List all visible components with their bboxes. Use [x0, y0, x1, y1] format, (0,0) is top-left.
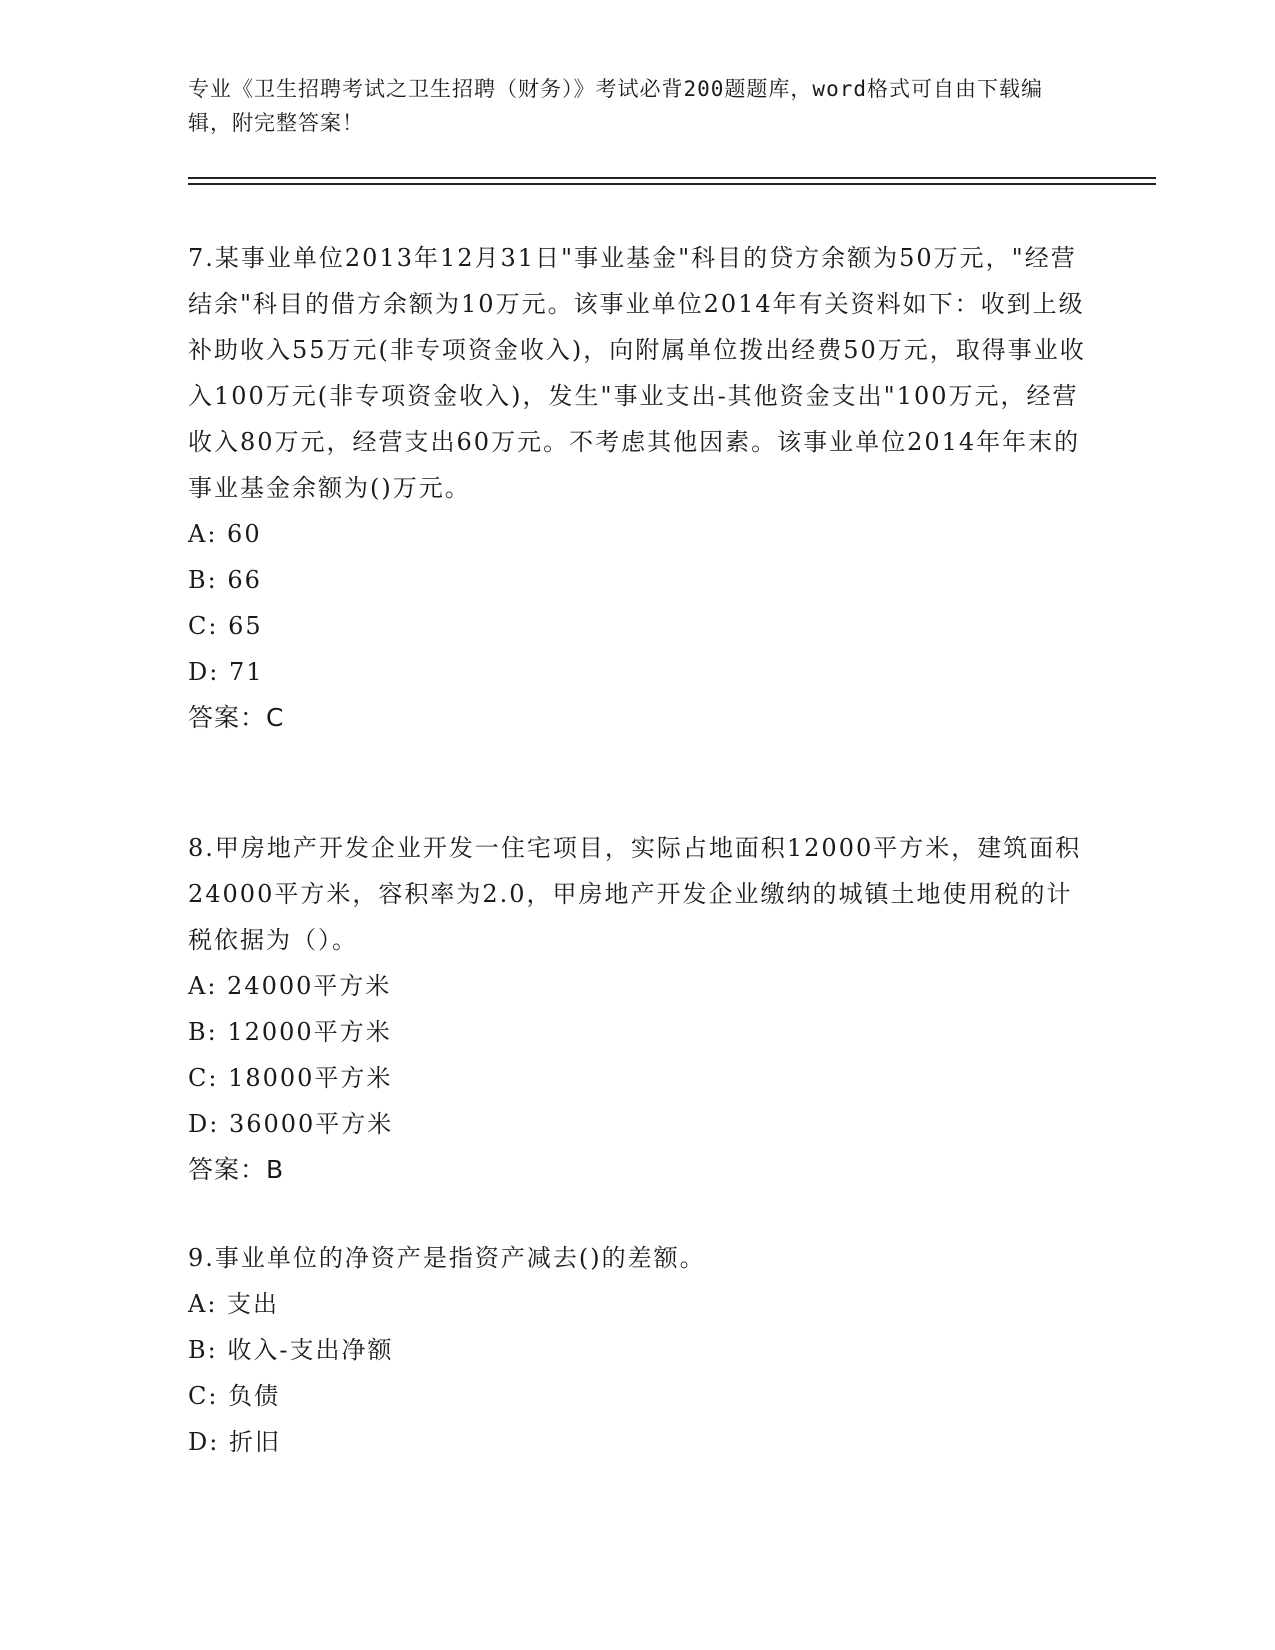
option-b: B: 收入-支出净额: [188, 1336, 394, 1364]
question-8: [188, 825, 1088, 1193]
question-text: 8.甲房地产开发企业开发一住宅项目，实际占地面积12000平方米，建筑面积24000平方米，容积率为2.0，甲房地产开发企业缴纳的城镇土地使用税的计税依据为（）。: [188, 834, 1082, 954]
option-c: C: 18000平方米: [188, 1064, 393, 1092]
option-a: A: 24000平方米: [188, 972, 392, 1000]
answer-line: 答案：B: [188, 1155, 285, 1184]
option-a: A: 60: [188, 520, 262, 548]
option-c: C: 65: [188, 612, 263, 640]
option-b: B: 66: [188, 566, 262, 594]
header-divider-bottom: [188, 183, 1156, 185]
option-a: A: 支出: [188, 1290, 280, 1318]
question-text: 7.某事业单位2013年12月31日"事业基金"科目的贷方余额为50万元，"经营结余"科目的借方余额为10万元。该事业单位2014年有关资料如下：收到上级补助收入55万元(非专项资金收入)，向附属单位拨出经费50万元，取得事业收入100万元(非专项资金收入)，发生"事业支出-其他资金支出"100万元，经营收入80万元，经营支出60万元。不考虑其他因素。该事业单位2014年年末的事业基金余额为()万元。: [188, 244, 1086, 502]
answer-line: 答案：C: [188, 703, 285, 732]
option-d: D: 折旧: [188, 1428, 281, 1456]
question-text: 9.事业单位的净资产是指资产减去()的差额。: [188, 1244, 706, 1272]
question-7: [188, 235, 1088, 741]
document-header: 专业《卫生招聘考试之卫生招聘（财务）》考试必背200题题库，word格式可自由下载编辑，附完整答案！: [188, 77, 1043, 135]
question-9: [188, 1235, 1088, 1465]
option-d: D: 71: [188, 658, 264, 686]
option-b: B: 12000平方米: [188, 1018, 392, 1046]
option-c: C: 负债: [188, 1382, 281, 1410]
option-d: D: 36000平方米: [188, 1110, 394, 1138]
header-divider-top: [188, 177, 1156, 179]
